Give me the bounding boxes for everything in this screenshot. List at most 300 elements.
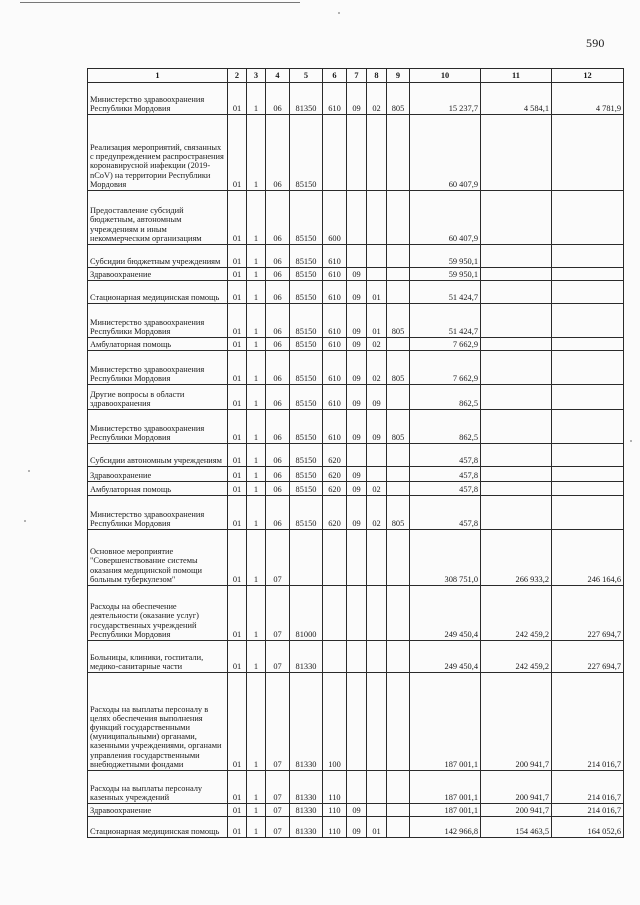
column-header-4: 4 (266, 69, 290, 83)
row-description: Здравоохранение (88, 804, 228, 817)
row-cell-col12: 246 164,6 (552, 530, 624, 586)
row-description: Амбулаторная помощь (88, 482, 228, 496)
row-cell-col5: 85150 (290, 191, 323, 245)
row-cell-col12 (552, 115, 624, 191)
row-cell-col10: 187 001,1 (410, 804, 481, 817)
row-description: Субсидии автономным учреждениям (88, 444, 228, 467)
row-cell-col11 (481, 467, 552, 482)
row-cell-col8: 02 (367, 482, 387, 496)
row-cell-col3: 1 (247, 351, 266, 385)
row-cell-col9 (387, 482, 410, 496)
column-header-10: 10 (410, 69, 481, 83)
row-description: Министерство здравоохранения Республики Мордовия (88, 304, 228, 338)
row-cell-col4: 07 (266, 817, 290, 838)
row-cell-col2: 01 (228, 115, 247, 191)
scan-artifact (338, 12, 340, 14)
row-cell-col10: 457,8 (410, 482, 481, 496)
row-cell-col2: 01 (228, 245, 247, 268)
table-row (88, 482, 624, 496)
row-cell-col4: 06 (266, 351, 290, 385)
row-cell-col6: 610 (323, 385, 347, 410)
row-cell-col11 (481, 191, 552, 245)
scan-artifact (24, 520, 26, 522)
row-cell-col6: 620 (323, 444, 347, 467)
row-cell-col7 (347, 771, 367, 804)
row-cell-col8: 02 (367, 496, 387, 530)
row-cell-col3: 1 (247, 304, 266, 338)
row-cell-col4: 06 (266, 385, 290, 410)
row-cell-col4: 07 (266, 673, 290, 771)
row-cell-col11: 4 584,1 (481, 83, 552, 115)
row-cell-col8: 09 (367, 410, 387, 444)
row-description: Предоставление субсидий бюджетным, автономным учреждениям и иным некоммерческим организациям (88, 191, 228, 245)
row-cell-col2: 01 (228, 496, 247, 530)
row-cell-col11 (481, 496, 552, 530)
row-cell-col6: 110 (323, 817, 347, 838)
table-row (88, 338, 624, 351)
row-cell-col3: 1 (247, 673, 266, 771)
row-cell-col10: 862,5 (410, 410, 481, 444)
column-header-12: 12 (552, 69, 624, 83)
row-cell-col7 (347, 115, 367, 191)
row-cell-col7 (347, 444, 367, 467)
row-cell-col12: 164 052,6 (552, 817, 624, 838)
row-cell-col9 (387, 817, 410, 838)
row-cell-col8 (367, 467, 387, 482)
row-cell-col9: 805 (387, 83, 410, 115)
row-cell-col10: 142 966,8 (410, 817, 481, 838)
row-cell-col8 (367, 586, 387, 641)
row-cell-col3: 1 (247, 804, 266, 817)
row-cell-col7: 09 (347, 268, 367, 281)
row-cell-col12 (552, 304, 624, 338)
row-cell-col11 (481, 444, 552, 467)
column-header-6: 6 (323, 69, 347, 83)
row-cell-col9 (387, 467, 410, 482)
row-cell-col5: 85150 (290, 268, 323, 281)
row-cell-col10: 308 751,0 (410, 530, 481, 586)
row-cell-col3: 1 (247, 641, 266, 673)
row-description: Здравоохранение (88, 467, 228, 482)
row-cell-col3: 1 (247, 268, 266, 281)
row-cell-col12 (552, 351, 624, 385)
table-row (88, 115, 624, 191)
row-cell-col12: 4 781,9 (552, 83, 624, 115)
row-cell-col4: 06 (266, 338, 290, 351)
table-row (88, 245, 624, 268)
row-cell-col3: 1 (247, 245, 266, 268)
row-cell-col10: 7 662,9 (410, 338, 481, 351)
row-description: Министерство здравоохранения Республики Мордовия (88, 351, 228, 385)
row-description: Больницы, клиники, госпитали, медико-санитарные части (88, 641, 228, 673)
row-cell-col8 (367, 804, 387, 817)
row-cell-col5: 85150 (290, 304, 323, 338)
row-cell-col5: 85150 (290, 385, 323, 410)
row-cell-col11 (481, 410, 552, 444)
row-cell-col3: 1 (247, 338, 266, 351)
table-row (88, 586, 624, 641)
row-cell-col10: 59 950,1 (410, 268, 481, 281)
row-cell-col7 (347, 530, 367, 586)
row-cell-col8: 02 (367, 351, 387, 385)
row-cell-col11: 154 463,5 (481, 817, 552, 838)
row-cell-col8 (367, 268, 387, 281)
row-cell-col10: 60 407,9 (410, 191, 481, 245)
table-row (88, 351, 624, 385)
row-cell-col10: 862,5 (410, 385, 481, 410)
row-cell-col3: 1 (247, 771, 266, 804)
row-cell-col9 (387, 444, 410, 467)
row-cell-col7: 09 (347, 83, 367, 115)
row-cell-col2: 01 (228, 530, 247, 586)
row-cell-col11 (481, 281, 552, 304)
row-cell-col10: 59 950,1 (410, 245, 481, 268)
row-cell-col9 (387, 268, 410, 281)
row-cell-col4: 06 (266, 304, 290, 338)
row-cell-col3: 1 (247, 467, 266, 482)
row-cell-col10: 60 407,9 (410, 115, 481, 191)
row-cell-col12 (552, 410, 624, 444)
row-cell-col6: 610 (323, 245, 347, 268)
row-cell-col7: 09 (347, 385, 367, 410)
row-cell-col10: 187 001,1 (410, 771, 481, 804)
row-cell-col8: 01 (367, 304, 387, 338)
row-cell-col10: 249 450,4 (410, 586, 481, 641)
row-cell-col2: 01 (228, 304, 247, 338)
row-cell-col6: 610 (323, 281, 347, 304)
table-row (88, 281, 624, 304)
row-cell-col9: 805 (387, 304, 410, 338)
row-cell-col10: 15 237,7 (410, 83, 481, 115)
row-cell-col9 (387, 804, 410, 817)
row-cell-col3: 1 (247, 115, 266, 191)
row-cell-col6: 610 (323, 304, 347, 338)
row-cell-col9: 805 (387, 351, 410, 385)
row-cell-col5: 85150 (290, 467, 323, 482)
row-cell-col4: 06 (266, 115, 290, 191)
row-cell-col3: 1 (247, 586, 266, 641)
row-cell-col6: 620 (323, 467, 347, 482)
row-cell-col7 (347, 641, 367, 673)
row-cell-col11: 266 933,2 (481, 530, 552, 586)
row-cell-col5: 81330 (290, 817, 323, 838)
row-cell-col9 (387, 641, 410, 673)
row-cell-col8: 02 (367, 338, 387, 351)
table-row (88, 410, 624, 444)
row-cell-col9 (387, 281, 410, 304)
row-cell-col8 (367, 530, 387, 586)
scan-artifact (630, 440, 632, 442)
table-row (88, 817, 624, 838)
table-row (88, 804, 624, 817)
row-cell-col5: 81330 (290, 804, 323, 817)
row-description: Амбулаторная помощь (88, 338, 228, 351)
row-cell-col12 (552, 191, 624, 245)
row-cell-col9 (387, 530, 410, 586)
row-cell-col7 (347, 586, 367, 641)
row-cell-col11 (481, 245, 552, 268)
row-cell-col11: 200 941,7 (481, 673, 552, 771)
row-cell-col12: 227 694,7 (552, 641, 624, 673)
row-cell-col9: 805 (387, 496, 410, 530)
row-cell-col4: 07 (266, 530, 290, 586)
row-cell-col6: 110 (323, 771, 347, 804)
row-cell-col5: 85150 (290, 482, 323, 496)
row-cell-col7 (347, 191, 367, 245)
row-cell-col6: 600 (323, 191, 347, 245)
row-cell-col5: 85150 (290, 115, 323, 191)
row-cell-col2: 01 (228, 338, 247, 351)
row-description: Субсидии бюджетным учреждениям (88, 245, 228, 268)
row-cell-col8: 01 (367, 817, 387, 838)
column-header-11: 11 (481, 69, 552, 83)
row-cell-col2: 01 (228, 817, 247, 838)
row-cell-col6: 610 (323, 410, 347, 444)
table-row (88, 771, 624, 804)
row-cell-col5: 85150 (290, 281, 323, 304)
row-cell-col6 (323, 115, 347, 191)
row-cell-col12 (552, 268, 624, 281)
table-row (88, 191, 624, 245)
table-row (88, 444, 624, 467)
row-cell-col7 (347, 245, 367, 268)
row-cell-col12: 214 016,7 (552, 771, 624, 804)
row-cell-col7: 09 (347, 496, 367, 530)
row-cell-col7: 09 (347, 304, 367, 338)
row-cell-col6: 100 (323, 673, 347, 771)
row-cell-col12: 214 016,7 (552, 804, 624, 817)
row-cell-col3: 1 (247, 482, 266, 496)
row-cell-col12: 214 016,7 (552, 673, 624, 771)
row-cell-col8 (367, 191, 387, 245)
row-cell-col4: 07 (266, 641, 290, 673)
row-cell-col10: 7 662,9 (410, 351, 481, 385)
row-cell-col10: 51 424,7 (410, 281, 481, 304)
row-cell-col10: 457,8 (410, 467, 481, 482)
row-cell-col6 (323, 530, 347, 586)
row-cell-col4: 07 (266, 771, 290, 804)
table-header-row (88, 69, 624, 83)
row-cell-col4: 06 (266, 83, 290, 115)
column-header-8: 8 (367, 69, 387, 83)
row-cell-col5: 81330 (290, 673, 323, 771)
table-row (88, 467, 624, 482)
column-header-7: 7 (347, 69, 367, 83)
row-cell-col7: 09 (347, 410, 367, 444)
row-cell-col6: 610 (323, 83, 347, 115)
row-cell-col11 (481, 304, 552, 338)
row-cell-col6: 610 (323, 351, 347, 385)
row-description: Стационарная медицинская помощь (88, 281, 228, 304)
row-cell-col3: 1 (247, 191, 266, 245)
row-cell-col12 (552, 281, 624, 304)
row-cell-col6: 620 (323, 482, 347, 496)
row-cell-col4: 06 (266, 268, 290, 281)
row-cell-col2: 01 (228, 641, 247, 673)
row-cell-col5: 81330 (290, 641, 323, 673)
row-cell-col6: 610 (323, 338, 347, 351)
row-cell-col2: 01 (228, 804, 247, 817)
row-cell-col12 (552, 338, 624, 351)
row-cell-col4: 07 (266, 804, 290, 817)
row-cell-col4: 06 (266, 191, 290, 245)
row-cell-col10: 457,8 (410, 444, 481, 467)
row-cell-col3: 1 (247, 530, 266, 586)
row-cell-col3: 1 (247, 83, 266, 115)
table-row (88, 530, 624, 586)
row-cell-col9 (387, 191, 410, 245)
column-header-5: 5 (290, 69, 323, 83)
row-cell-col3: 1 (247, 410, 266, 444)
row-cell-col8: 02 (367, 83, 387, 115)
row-cell-col2: 01 (228, 771, 247, 804)
row-cell-col12 (552, 467, 624, 482)
row-cell-col12 (552, 385, 624, 410)
row-cell-col10: 187 001,1 (410, 673, 481, 771)
row-cell-col4: 06 (266, 444, 290, 467)
table-row (88, 83, 624, 115)
row-cell-col2: 01 (228, 673, 247, 771)
row-cell-col2: 01 (228, 83, 247, 115)
row-cell-col11 (481, 338, 552, 351)
row-cell-col9 (387, 586, 410, 641)
row-cell-col12 (552, 482, 624, 496)
column-header-2: 2 (228, 69, 247, 83)
row-cell-col3: 1 (247, 281, 266, 304)
row-cell-col9: 805 (387, 410, 410, 444)
row-description: Здравоохранение (88, 268, 228, 281)
row-cell-col8 (367, 641, 387, 673)
row-cell-col2: 01 (228, 586, 247, 641)
row-description: Министерство здравоохранения Республики Мордовия (88, 496, 228, 530)
row-cell-col10: 457,8 (410, 496, 481, 530)
row-cell-col9 (387, 338, 410, 351)
table-row (88, 641, 624, 673)
row-cell-col9 (387, 115, 410, 191)
row-cell-col6 (323, 641, 347, 673)
page-number: 590 (586, 36, 605, 50)
row-cell-col7: 09 (347, 804, 367, 817)
row-cell-col7: 09 (347, 351, 367, 385)
row-cell-col7: 09 (347, 482, 367, 496)
row-description: Расходы на выплаты персоналу казенных учреждений (88, 771, 228, 804)
row-description: Министерство здравоохранения Республики Мордовия (88, 410, 228, 444)
row-cell-col8 (367, 673, 387, 771)
row-cell-col5: 85150 (290, 410, 323, 444)
row-cell-col5 (290, 530, 323, 586)
row-cell-col6: 610 (323, 268, 347, 281)
row-description: Расходы на выплаты персоналу в целях обеспечения выполнения функций государственными (муниципальными) органами, казенными учреждениями, органами управления государственными внебюджетными фондами (88, 673, 228, 771)
row-cell-col9 (387, 245, 410, 268)
row-description: Стационарная медицинская помощь (88, 817, 228, 838)
row-cell-col12 (552, 245, 624, 268)
row-cell-col2: 01 (228, 467, 247, 482)
row-cell-col6: 110 (323, 804, 347, 817)
row-cell-col6: 620 (323, 496, 347, 530)
row-cell-col5: 85150 (290, 245, 323, 268)
row-cell-col11 (481, 115, 552, 191)
row-cell-col6 (323, 586, 347, 641)
row-cell-col8 (367, 444, 387, 467)
table-row (88, 268, 624, 281)
row-cell-col2: 01 (228, 281, 247, 304)
row-cell-col9 (387, 673, 410, 771)
column-header-3: 3 (247, 69, 266, 83)
row-cell-col8: 09 (367, 385, 387, 410)
table-body (88, 83, 624, 838)
row-cell-col4: 06 (266, 467, 290, 482)
row-cell-col3: 1 (247, 444, 266, 467)
row-cell-col2: 01 (228, 482, 247, 496)
row-description: Министерство здравоохранения Республики Мордовия (88, 83, 228, 115)
row-cell-col5: 85150 (290, 444, 323, 467)
row-cell-col11: 200 941,7 (481, 771, 552, 804)
row-cell-col12 (552, 496, 624, 530)
column-header-1: 1 (88, 69, 228, 83)
row-cell-col8 (367, 771, 387, 804)
row-cell-col2: 01 (228, 191, 247, 245)
scan-top-rule (20, 2, 300, 3)
row-cell-col7 (347, 673, 367, 771)
row-cell-col5: 85150 (290, 338, 323, 351)
scan-artifact (28, 470, 30, 472)
row-cell-col3: 1 (247, 496, 266, 530)
row-cell-col11 (481, 351, 552, 385)
row-cell-col11: 200 941,7 (481, 804, 552, 817)
row-cell-col3: 1 (247, 817, 266, 838)
row-cell-col9 (387, 385, 410, 410)
row-cell-col8 (367, 245, 387, 268)
row-cell-col3: 1 (247, 385, 266, 410)
row-cell-col7: 09 (347, 338, 367, 351)
row-cell-col7: 09 (347, 817, 367, 838)
table-row (88, 385, 624, 410)
row-cell-col12 (552, 444, 624, 467)
row-cell-col4: 06 (266, 281, 290, 304)
column-header-9: 9 (387, 69, 410, 83)
row-cell-col5: 81000 (290, 586, 323, 641)
row-cell-col2: 01 (228, 385, 247, 410)
row-cell-col2: 01 (228, 444, 247, 467)
row-cell-col7: 09 (347, 281, 367, 304)
row-description: Основное мероприятие "Совершенствование системы оказания медицинской помощи больным туберкулезом" (88, 530, 228, 586)
row-cell-col4: 06 (266, 245, 290, 268)
row-cell-col12: 227 694,7 (552, 586, 624, 641)
row-cell-col11: 242 459,2 (481, 641, 552, 673)
row-cell-col2: 01 (228, 410, 247, 444)
table-row (88, 304, 624, 338)
row-cell-col4: 06 (266, 482, 290, 496)
row-cell-col11 (481, 385, 552, 410)
row-cell-col11 (481, 482, 552, 496)
row-cell-col10: 249 450,4 (410, 641, 481, 673)
row-cell-col4: 07 (266, 586, 290, 641)
row-cell-col5: 81330 (290, 771, 323, 804)
row-cell-col2: 01 (228, 351, 247, 385)
table-row (88, 673, 624, 771)
row-description: Реализация мероприятий, связанных с предупреждением распространения коронавирусной инфекции (2019-nCoV) на территории Республики Мордовия (88, 115, 228, 191)
row-cell-col11 (481, 268, 552, 281)
row-cell-col11: 242 459,2 (481, 586, 552, 641)
row-cell-col2: 01 (228, 268, 247, 281)
row-cell-col8: 01 (367, 281, 387, 304)
row-cell-col4: 06 (266, 410, 290, 444)
budget-table (87, 68, 624, 838)
row-cell-col9 (387, 771, 410, 804)
row-description: Другие вопросы в области здравоохранения (88, 385, 228, 410)
row-description: Расходы на обеспечение деятельности (оказание услуг) государственных учреждений Республики Мордовия (88, 586, 228, 641)
row-cell-col8 (367, 115, 387, 191)
